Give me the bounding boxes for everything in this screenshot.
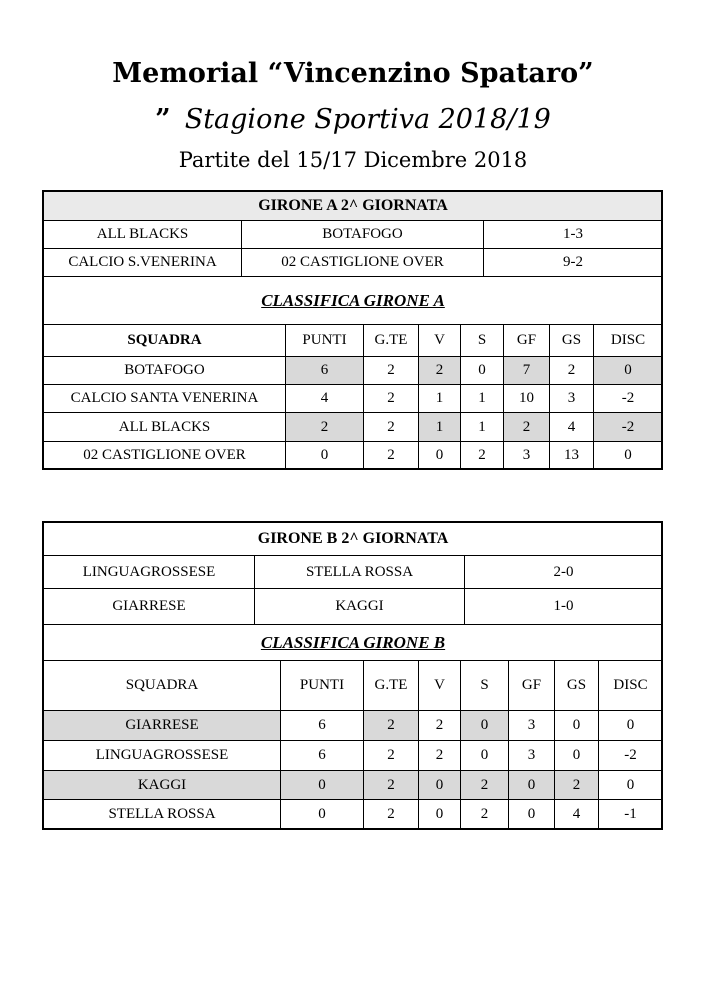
gf-cell: 0 xyxy=(509,771,555,800)
col-gs: GS xyxy=(550,325,594,357)
team-name: BOTAFOGO xyxy=(44,357,286,385)
col-gs: GS xyxy=(555,661,599,711)
punti-cell: 0 xyxy=(286,442,364,470)
v-cell: 2 xyxy=(419,357,461,385)
gte-cell: 2 xyxy=(364,771,419,800)
v-cell: 2 xyxy=(419,741,461,771)
col-disc: DISC xyxy=(594,325,663,357)
table-row xyxy=(44,771,663,800)
girone-b-standings-table xyxy=(43,660,663,829)
page-title: Memorial “Vincenzino Spataro” xyxy=(112,58,594,89)
gf-cell: 0 xyxy=(509,800,555,829)
standings-header-row xyxy=(44,325,663,357)
season-subtitle xyxy=(0,104,706,135)
col-punti: PUNTI xyxy=(286,325,364,357)
disc-cell: 0 xyxy=(594,442,663,470)
match-row xyxy=(44,221,663,249)
table-row xyxy=(44,800,663,829)
girone-a-matches-table xyxy=(43,191,663,325)
col-gte: G.TE xyxy=(364,661,419,711)
punti-cell: 6 xyxy=(286,357,364,385)
disc-cell: -2 xyxy=(599,741,663,771)
s-cell: 0 xyxy=(461,741,509,771)
disc-cell: 0 xyxy=(599,771,663,800)
gf-cell: 3 xyxy=(509,741,555,771)
disc-cell: 0 xyxy=(594,357,663,385)
gte-cell: 2 xyxy=(364,442,419,470)
col-v: V xyxy=(419,661,461,711)
team-name: GIARRESE xyxy=(44,711,281,741)
girone-a-standings-title: CLASSIFICA GIRONE A xyxy=(44,277,663,325)
gte-cell: 2 xyxy=(364,413,419,442)
table-row xyxy=(44,741,663,771)
table-row xyxy=(44,711,663,741)
table-row xyxy=(44,442,663,470)
table-row xyxy=(44,357,663,385)
gs-cell: 4 xyxy=(555,800,599,829)
s-cell: 0 xyxy=(461,357,504,385)
col-disc: DISC xyxy=(599,661,663,711)
girone-a-standings-table xyxy=(43,324,663,470)
disc-cell: 0 xyxy=(599,711,663,741)
v-cell: 0 xyxy=(419,771,461,800)
match-score: 1-3 xyxy=(484,221,663,249)
team-name: 02 CASTIGLIONE OVER xyxy=(44,442,286,470)
away-team: KAGGI xyxy=(255,589,465,625)
s-cell: 1 xyxy=(461,413,504,442)
s-cell: 0 xyxy=(461,711,509,741)
s-cell: 2 xyxy=(461,800,509,829)
subtitle-quote: ” xyxy=(155,104,171,135)
home-team: GIARRESE xyxy=(44,589,255,625)
date-line: Partite del 15/17 Dicembre 2018 xyxy=(178,148,528,172)
disc-cell: -2 xyxy=(594,413,663,442)
away-team: 02 CASTIGLIONE OVER xyxy=(242,249,484,277)
gs-cell: 0 xyxy=(555,741,599,771)
team-name: KAGGI xyxy=(44,771,281,800)
v-cell: 0 xyxy=(419,800,461,829)
gf-cell: 2 xyxy=(504,413,550,442)
match-score: 1-0 xyxy=(465,589,663,625)
season-label: Stagione Sportiva 2018/19 xyxy=(184,104,551,135)
gte-cell: 2 xyxy=(364,711,419,741)
col-v: V xyxy=(419,325,461,357)
away-team: STELLA ROSSA xyxy=(255,556,465,589)
team-name: LINGUAGROSSESE xyxy=(44,741,281,771)
punti-cell: 4 xyxy=(286,385,364,413)
standings-header-row xyxy=(44,661,663,711)
gs-cell: 2 xyxy=(555,771,599,800)
match-score: 9-2 xyxy=(484,249,663,277)
gs-cell: 2 xyxy=(550,357,594,385)
home-team: ALL BLACKS xyxy=(44,221,242,249)
col-punti: PUNTI xyxy=(281,661,364,711)
match-row xyxy=(44,589,663,625)
team-name: CALCIO SANTA VENERINA xyxy=(44,385,286,413)
gte-cell: 2 xyxy=(364,385,419,413)
v-cell: 1 xyxy=(419,385,461,413)
gf-cell: 10 xyxy=(504,385,550,413)
punti-cell: 2 xyxy=(286,413,364,442)
gs-cell: 3 xyxy=(550,385,594,413)
team-name: STELLA ROSSA xyxy=(44,800,281,829)
punti-cell: 0 xyxy=(281,771,364,800)
col-gf: GF xyxy=(504,325,550,357)
v-cell: 1 xyxy=(419,413,461,442)
gf-cell: 7 xyxy=(504,357,550,385)
gf-cell: 3 xyxy=(504,442,550,470)
away-team: BOTAFOGO xyxy=(242,221,484,249)
gf-cell: 3 xyxy=(509,711,555,741)
s-cell: 2 xyxy=(461,442,504,470)
col-s: S xyxy=(461,325,504,357)
gte-cell: 2 xyxy=(364,800,419,829)
home-team: LINGUAGROSSESE xyxy=(44,556,255,589)
disc-cell: -1 xyxy=(599,800,663,829)
match-row xyxy=(44,556,663,589)
v-cell: 2 xyxy=(419,711,461,741)
gs-cell: 4 xyxy=(550,413,594,442)
match-row xyxy=(44,249,663,277)
punti-cell: 0 xyxy=(281,800,364,829)
gte-cell: 2 xyxy=(364,741,419,771)
disc-cell: -2 xyxy=(594,385,663,413)
punti-cell: 6 xyxy=(281,741,364,771)
gs-cell: 0 xyxy=(555,711,599,741)
col-gte: G.TE xyxy=(364,325,419,357)
col-squadra: SQUADRA xyxy=(44,325,286,357)
home-team: CALCIO S.VENERINA xyxy=(44,249,242,277)
v-cell: 0 xyxy=(419,442,461,470)
s-cell: 2 xyxy=(461,771,509,800)
girone-b-standings-title: CLASSIFICA GIRONE B xyxy=(44,625,663,661)
table-row xyxy=(44,413,663,442)
gte-cell: 2 xyxy=(364,357,419,385)
s-cell: 1 xyxy=(461,385,504,413)
girone-b-matches-table xyxy=(43,522,663,661)
col-squadra: SQUADRA xyxy=(44,661,281,711)
table-row xyxy=(44,385,663,413)
match-score: 2-0 xyxy=(465,556,663,589)
girone-b-round-title: GIRONE B 2^ GIORNATA xyxy=(44,523,663,556)
col-s: S xyxy=(461,661,509,711)
girone-a-round-title: GIRONE A 2^ GIORNATA xyxy=(44,192,663,221)
col-gf: GF xyxy=(509,661,555,711)
gs-cell: 13 xyxy=(550,442,594,470)
punti-cell: 6 xyxy=(281,711,364,741)
team-name: ALL BLACKS xyxy=(44,413,286,442)
